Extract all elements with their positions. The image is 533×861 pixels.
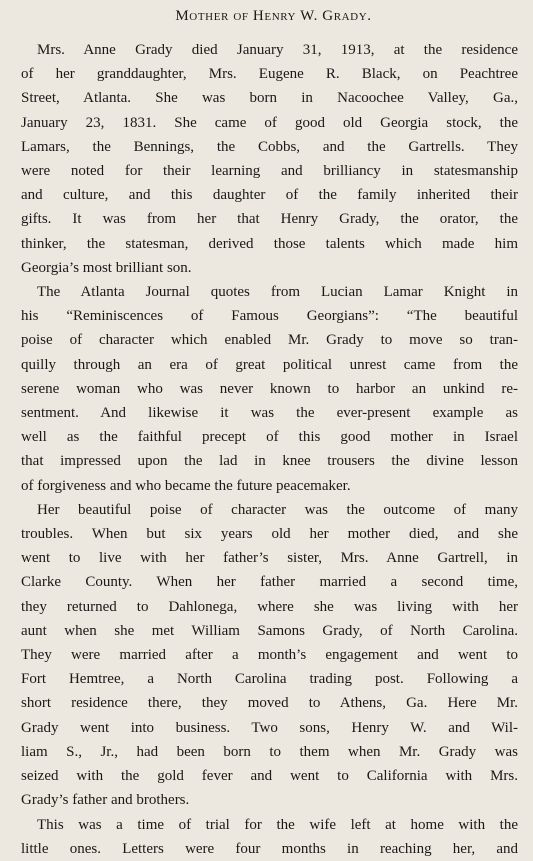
text-line: that impressed upon the lad in knee trousers the divine lesson (21, 453, 518, 470)
text-line: quilly through an era of great political unrest came from the (21, 356, 518, 373)
text-line: seized with the gold fever and went to California with Mrs. (21, 768, 518, 785)
paragraph-3 (21, 498, 518, 813)
text-line: liam S., Jr., had been born to them when Mr. Grady was (21, 743, 518, 760)
text-line: Grady’s father and brothers. (21, 792, 190, 809)
text-line: Fort Hemtree, a North Carolina trading post. Following a (21, 671, 518, 688)
text-line: They were married after a month’s engagement and went to (21, 647, 518, 664)
text-line: and culture, and this daughter of the family inherited their (21, 187, 518, 204)
text-line: poise of character which enabled Mr. Grady to move so tran- (21, 332, 518, 349)
text-line: This was a time of trial for the wife left at home with the (37, 816, 518, 833)
text-line: Mrs. Anne Grady died January 31, 1913, at the residence (37, 42, 518, 58)
text-line: Grady went into business. Two sons, Henry W. and Wil- (21, 719, 518, 736)
text-line: aunt when she met William Samons Grady, of North Carolina. (21, 622, 518, 639)
text-line: of her granddaughter, Mrs. Eugene R. Black, on Peachtree (21, 66, 518, 83)
running-head: Mother of Henry W. Grady. (175, 8, 372, 24)
paragraph-2 (21, 280, 518, 498)
text-line: Lamars, the Bennings, the Cobbs, and the Gartrells. They (21, 138, 518, 155)
text-line: Clarke County. When her father married a second time, (21, 574, 518, 591)
paragraph-1 (21, 38, 518, 280)
text-line: short residence there, they moved to Athens, Ga. Here Mr. (21, 695, 518, 712)
text-line: serene woman who was never known to harbor an unkind re- (21, 380, 518, 397)
body-text (21, 38, 518, 861)
text-line: January 23, 1831. She came of good old Georgia stock, the (21, 114, 518, 131)
text-line: gifts. It was from her that Henry Grady, the orator, the (21, 211, 518, 228)
text-line: troubles. When but six years old her mother died, and she (21, 526, 518, 543)
text-line: Georgia’s most brilliant son. (21, 259, 192, 276)
text-line: The Atlanta Journal quotes from Lucian Lamar Knight in (37, 284, 518, 301)
paragraph-4 (21, 813, 518, 861)
text-line: were noted for their learning and brilliancy in statesmanship (21, 163, 518, 180)
text-line: his “Reminiscences of Famous Georgians”: “The beautiful (21, 308, 518, 325)
text-line: they returned to Dahlonega, where she was living with her (21, 598, 518, 615)
text-line: Street, Atlanta. She was born in Nacoochee Valley, Ga., (21, 90, 518, 107)
text-line: went to live with her father’s sister, Mrs. Anne Gartrell, in (21, 550, 518, 567)
text-line: sentment. And likewise it was the ever-present example as (21, 405, 518, 422)
text-line: thinker, the statesman, derived those talents which made him (21, 235, 518, 252)
text-line: of forgiveness and who became the future peacemaker. (21, 477, 351, 494)
text-line: Her beautiful poise of character was the outcome of many (37, 501, 518, 518)
text-line: well as the faithful precept of this good mother in Israel (21, 429, 518, 446)
text-line: little ones. Letters were four months in reaching her, and (21, 840, 518, 857)
